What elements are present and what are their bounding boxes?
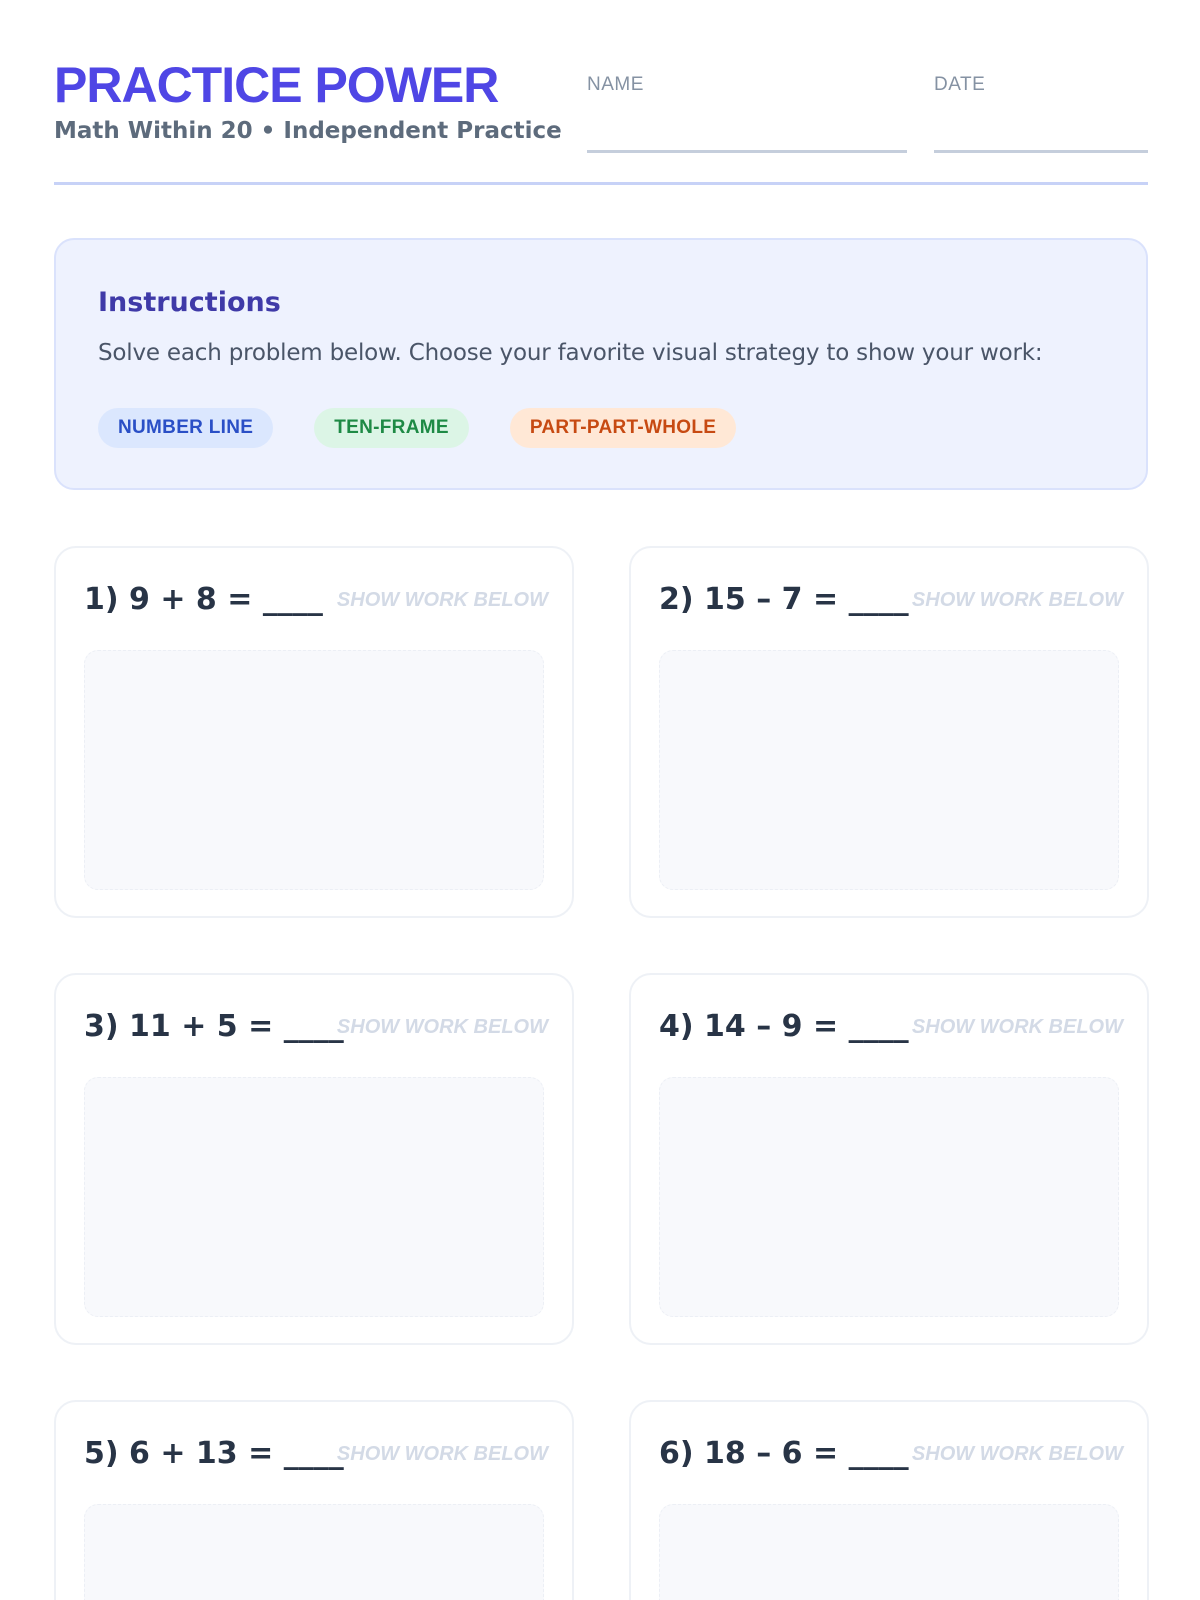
work-area[interactable] (84, 1504, 544, 1600)
show-work-hint: SHOW WORK BELOW (911, 1443, 1123, 1465)
name-blank-line[interactable] (587, 150, 907, 153)
problem-card-1 (54, 546, 574, 918)
worksheet-header (54, 54, 1148, 185)
problem-card-6 (629, 1400, 1149, 1600)
problem-card-4 (629, 973, 1149, 1345)
instructions-box (54, 238, 1148, 490)
problem-card-3 (54, 973, 574, 1345)
work-area[interactable] (659, 1504, 1119, 1600)
problem-header (659, 1005, 1123, 1049)
problem-text: 2) 15 – 7 = ____ (659, 582, 909, 617)
problem-card-5 (54, 1400, 574, 1600)
show-work-hint: SHOW WORK BELOW (336, 1016, 548, 1038)
strategy-chip-ten-frame: TEN-FRAME (314, 408, 469, 448)
show-work-hint: SHOW WORK BELOW (336, 589, 548, 611)
instructions-text: Solve each problem below. Choose your favorite visual strategy to show your work: (98, 340, 1043, 366)
name-field[interactable] (587, 74, 644, 96)
problem-text: 5) 6 + 13 = ____ (84, 1436, 344, 1471)
page-subtitle: Math Within 20 • Independent Practice (54, 118, 562, 144)
work-area[interactable] (84, 650, 544, 890)
date-blank-line[interactable] (934, 150, 1148, 153)
problem-text: 4) 14 – 9 = ____ (659, 1009, 909, 1044)
page-title: PRACTICE POWER (54, 57, 499, 113)
problem-header (84, 1005, 548, 1049)
show-work-hint: SHOW WORK BELOW (336, 1443, 548, 1465)
instructions-heading: Instructions (98, 287, 281, 318)
problem-text: 3) 11 + 5 = ____ (84, 1009, 344, 1044)
strategy-chip-part-part-whole: PART-PART-WHOLE (510, 408, 736, 448)
strategy-chips (98, 408, 736, 448)
date-field[interactable] (934, 74, 985, 96)
problem-card-2 (629, 546, 1149, 918)
problem-header (84, 578, 548, 622)
strategy-chip-number-line: NUMBER LINE (98, 408, 273, 448)
work-area[interactable] (659, 650, 1119, 890)
work-area[interactable] (84, 1077, 544, 1317)
date-label: DATE (934, 74, 986, 95)
problem-header (659, 1432, 1123, 1476)
problem-text: 6) 18 – 6 = ____ (659, 1436, 909, 1471)
work-area[interactable] (659, 1077, 1119, 1317)
name-label: NAME (587, 74, 644, 95)
problem-header (84, 1432, 548, 1476)
problem-header (659, 578, 1123, 622)
show-work-hint: SHOW WORK BELOW (911, 589, 1123, 611)
problem-text: 1) 9 + 8 = ____ (84, 582, 323, 617)
show-work-hint: SHOW WORK BELOW (911, 1016, 1123, 1038)
